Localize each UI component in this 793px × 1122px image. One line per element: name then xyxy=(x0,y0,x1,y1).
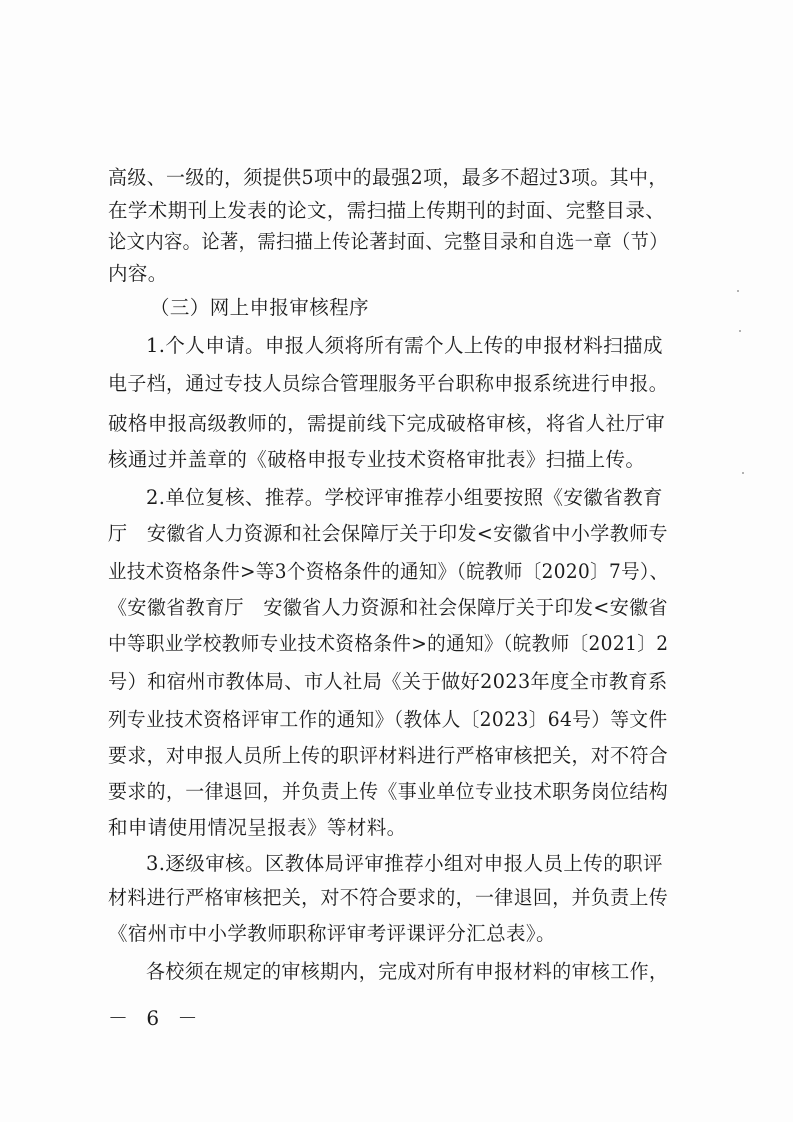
text-line: 破格申报高级教师的，需提前线下完成破格审核，将省人社厅审 xyxy=(108,412,666,435)
scan-speck xyxy=(742,472,744,474)
text-line: 号）和宿州市教体局、市人社局《关于做好2023年度全市教育系 xyxy=(108,670,668,693)
section-heading: （三）网上申报审核程序 xyxy=(150,296,369,319)
page-number: － 6 － xyxy=(108,1006,204,1030)
text-line: 电子档，通过专技人员综合管理服务平台职称申报系统进行申报。 xyxy=(108,372,669,395)
scan-speck xyxy=(739,330,741,332)
text-line: 列专业技术资格评审工作的通知》（教体人〔2023〕64号）等文件 xyxy=(108,708,668,731)
text-line: 在学术期刊上发表的论文，需扫描上传期刊的封面、完整目录、 xyxy=(108,199,666,222)
text-line: 各校须在规定的审核期内，完成对所有申报材料的审核工作， xyxy=(146,960,669,983)
text-line: 要求的，一律退回，并负责上传《事业单位专业技术职务岗位结构 xyxy=(108,780,669,803)
text-line: 论文内容。论著，需扫描上传论著封面、完整目录和自选一章（节） xyxy=(108,230,669,253)
text-line: 1.个人申请。申报人须将所有需个人上传的申报材料扫描成 xyxy=(146,334,663,357)
text-line: 3.逐级审核。区教体局评审推荐小组对申报人员上传的职评 xyxy=(146,852,663,875)
text-line: 《安徽省教育厅 安徽省人力资源和社会保障厅关于印发<安徽省 xyxy=(108,596,668,619)
text-line: 材料进行严格审核把关，对不符合要求的，一律退回，并负责上传 xyxy=(108,886,669,909)
text-line: 高级、一级的，须提供5项中的最强2项，最多不超过3项。其中， xyxy=(108,166,668,189)
text-line: 《宿州市中小学教师职称评审考评课评分汇总表》。 xyxy=(108,922,556,945)
text-line: 厅 安徽省人力资源和社会保障厅关于印发<安徽省中小学教师专 xyxy=(108,522,668,545)
text-line: 和申请使用情况呈报表》等材料。 xyxy=(108,816,407,839)
text-line: 2.单位复核、推荐。学校评审推荐小组要按照《安徽省教育 xyxy=(146,486,663,509)
text-line: 中等职业学校教师专业技术资格条件>的通知》（皖教师〔2021〕2 xyxy=(108,632,669,655)
text-line: 要求，对申报人员所上传的职评材料进行严格审核把关，对不符合 xyxy=(108,744,669,767)
text-line: 核通过并盖章的《破格申报专业技术资格审批表》扫描上传。 xyxy=(108,448,646,471)
scan-speck xyxy=(737,290,739,292)
text-line: 内容。 xyxy=(108,262,168,285)
text-line: 业技术资格条件>等3个资格条件的通知》（皖教师〔2020〕7号）、 xyxy=(108,560,669,583)
